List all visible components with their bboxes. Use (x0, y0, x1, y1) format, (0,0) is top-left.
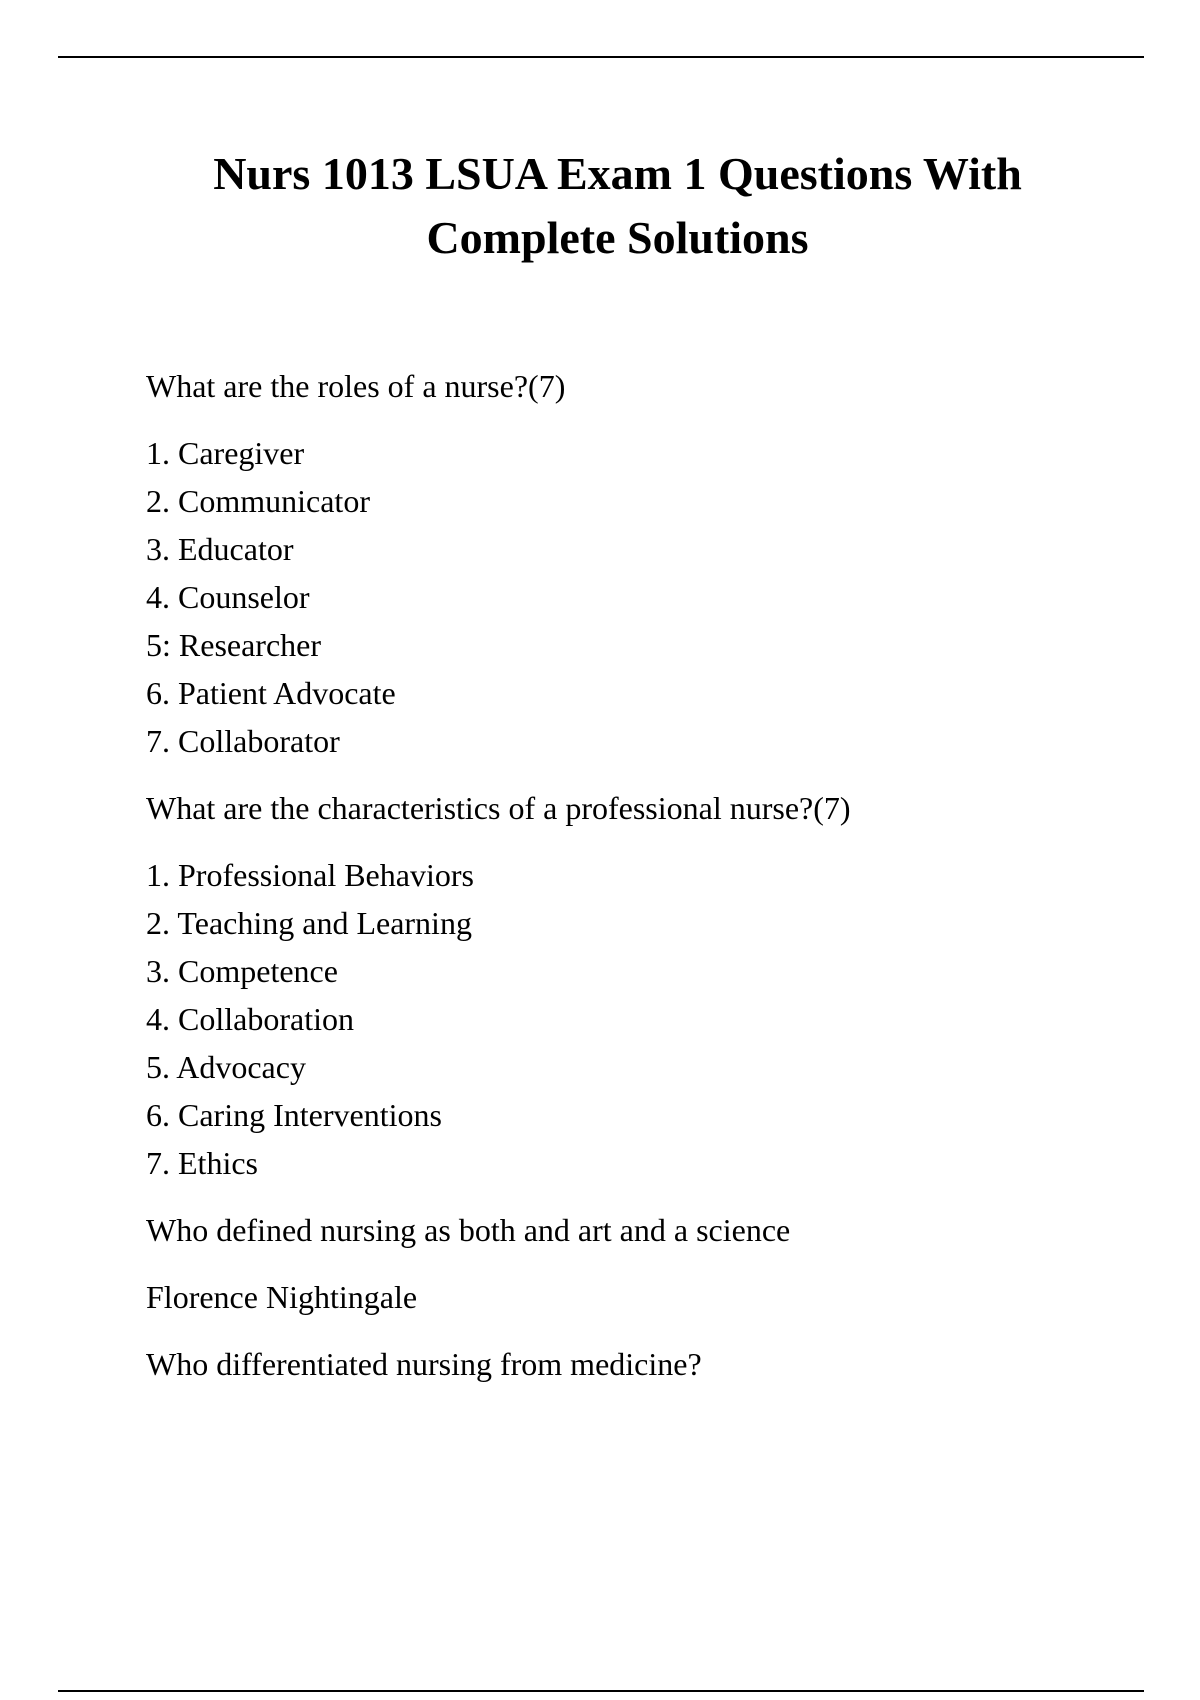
title-line-1: Nurs 1013 LSUA Exam 1 Questions With (213, 148, 1022, 199)
title-line-2: Complete Solutions (426, 212, 809, 263)
list-item: 4. Collaboration (146, 1001, 354, 1037)
list-item: 1. Professional Behaviors (146, 857, 474, 893)
answer-list-characteristics (146, 851, 1136, 1187)
answer-list-roles (146, 429, 1136, 765)
list-item: 6. Caring Interventions (146, 1097, 442, 1133)
question-nursing-vs-medicine: Who differentiated nursing from medicine? (146, 1346, 702, 1382)
list-item: 5: Researcher (146, 627, 322, 663)
list-item: 3. Educator (146, 531, 294, 567)
list-item: 2. Communicator (146, 483, 370, 519)
list-item: 1. Caregiver (146, 435, 305, 471)
list-item: 7. Ethics (146, 1145, 258, 1181)
list-item: 2. Teaching and Learning (146, 905, 472, 941)
question-characteristics: What are the characteristics of a professional nurse?(7) (146, 790, 851, 826)
answer-nightingale: Florence Nightingale (146, 1279, 418, 1315)
document-body (146, 362, 1136, 1407)
question-nursing-art-science: Who defined nursing as both and art and a science (146, 1212, 791, 1248)
list-item: 3. Competence (146, 953, 338, 989)
list-item: 6. Patient Advocate (146, 675, 396, 711)
list-item: 5. Advocacy (146, 1049, 306, 1085)
list-item: 4. Counselor (146, 579, 310, 615)
question-roles: What are the roles of a nurse?(7) (146, 368, 566, 404)
document-title (100, 142, 1135, 270)
bottom-rule (58, 1690, 1144, 1692)
list-item: 7. Collaborator (146, 723, 340, 759)
top-rule (58, 56, 1144, 58)
